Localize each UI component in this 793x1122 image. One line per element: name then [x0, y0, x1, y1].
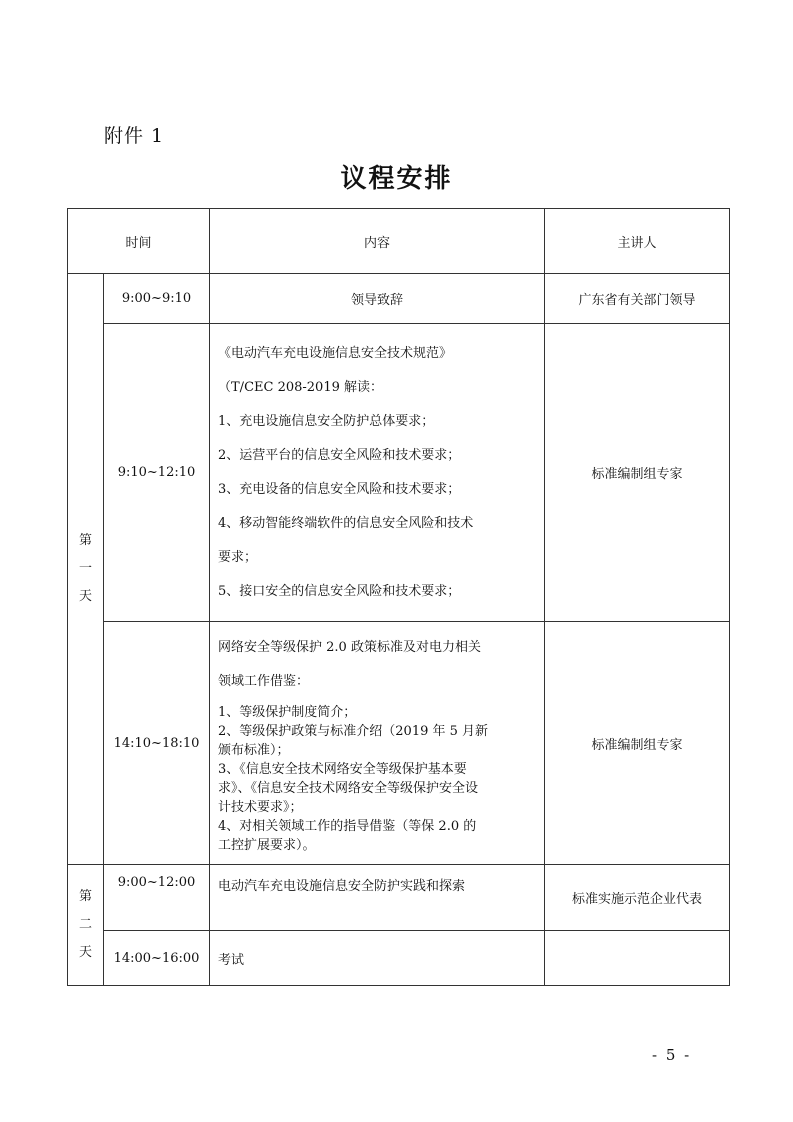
- content-line: 3、《信息安全技术网络安全等级保护基本要: [218, 762, 467, 777]
- day-label-char: 一: [78, 561, 92, 576]
- content-line: 领域工作借鉴：: [218, 674, 310, 689]
- session-time: 14:10~18:10: [104, 622, 210, 865]
- table-row: [68, 865, 730, 931]
- content-line: 3、充电设备的信息安全风险和技术要求；: [218, 481, 461, 497]
- header-time: 时间: [68, 209, 210, 274]
- session-content: 考试: [210, 931, 545, 986]
- day-label-char: 天: [78, 589, 92, 604]
- attachment-label: 附件 1: [104, 125, 165, 147]
- agenda-table: [67, 208, 730, 986]
- content-line: 4、对相关领域工作的指导借鉴（等保 2.0 的: [218, 819, 477, 834]
- session-content: [210, 622, 545, 865]
- table-row: [68, 274, 730, 324]
- content-line: 2、等级保护政策与标准介绍（2019 年 5 月新: [218, 724, 489, 739]
- session-content: [210, 324, 545, 622]
- session-time: 9:00~12:00: [104, 865, 210, 931]
- content-line: 5、接口安全的信息安全风险和技术要求；: [218, 583, 461, 599]
- session-speaker: 标准编制组专家: [545, 324, 730, 622]
- session-speaker: [545, 931, 730, 986]
- table-row: [68, 622, 730, 865]
- session-speaker: 标准编制组专家: [545, 622, 730, 865]
- content-line: 求》、《信息安全技术网络安全等级保护安全设: [218, 781, 479, 796]
- content-line: 1、充电设施信息安全防护总体要求；: [218, 413, 435, 429]
- content-line: （T/CEC 208-2019 解读：: [218, 379, 384, 395]
- content-line: 计技术要求》；: [218, 800, 303, 815]
- day1-label: [68, 274, 104, 865]
- content-line: 网络安全等级保护 2.0 政策标准及对电力相关: [218, 640, 481, 655]
- page-title: 议程安排: [340, 164, 453, 194]
- session-content: 电动汽车充电设施信息安全防护实践和探索: [210, 865, 545, 931]
- page-number: - 5 -: [652, 1046, 692, 1064]
- content-line: 工控扩展要求）。: [218, 838, 316, 853]
- header-content: 内容: [210, 209, 545, 274]
- session-time: 9:00~9:10: [104, 274, 210, 324]
- content-line: 要求；: [218, 549, 258, 565]
- header-speaker: 主讲人: [545, 209, 730, 274]
- session-content: 领导致辞: [210, 274, 545, 324]
- session-speaker: 广东省有关部门领导: [545, 274, 730, 324]
- content-line: 2、运营平台的信息安全风险和技术要求；: [218, 447, 461, 463]
- day-label-char: 第: [78, 533, 92, 548]
- day-label-char: 天: [78, 945, 92, 960]
- content-line: 1、等级保护制度简介；: [218, 705, 357, 720]
- session-time: 9:10~12:10: [104, 324, 210, 622]
- content-items: [218, 703, 538, 855]
- day-label-char: 第: [78, 889, 92, 904]
- content-line: 颁布标准）；: [218, 743, 290, 758]
- content-intro: [218, 631, 538, 699]
- session-time: 14:00~16:00: [104, 931, 210, 986]
- content-line: 4、移动智能终端软件的信息安全风险和技术: [218, 515, 474, 531]
- day-label-char: 二: [78, 917, 92, 932]
- session-speaker: 标准实施示范企业代表: [545, 865, 730, 931]
- table-header-row: [68, 209, 730, 274]
- content-line: 《电动汽车充电设施信息安全技术规范》: [218, 345, 453, 361]
- table-row: [68, 324, 730, 622]
- table-row: [68, 931, 730, 986]
- day2-label: [68, 865, 104, 986]
